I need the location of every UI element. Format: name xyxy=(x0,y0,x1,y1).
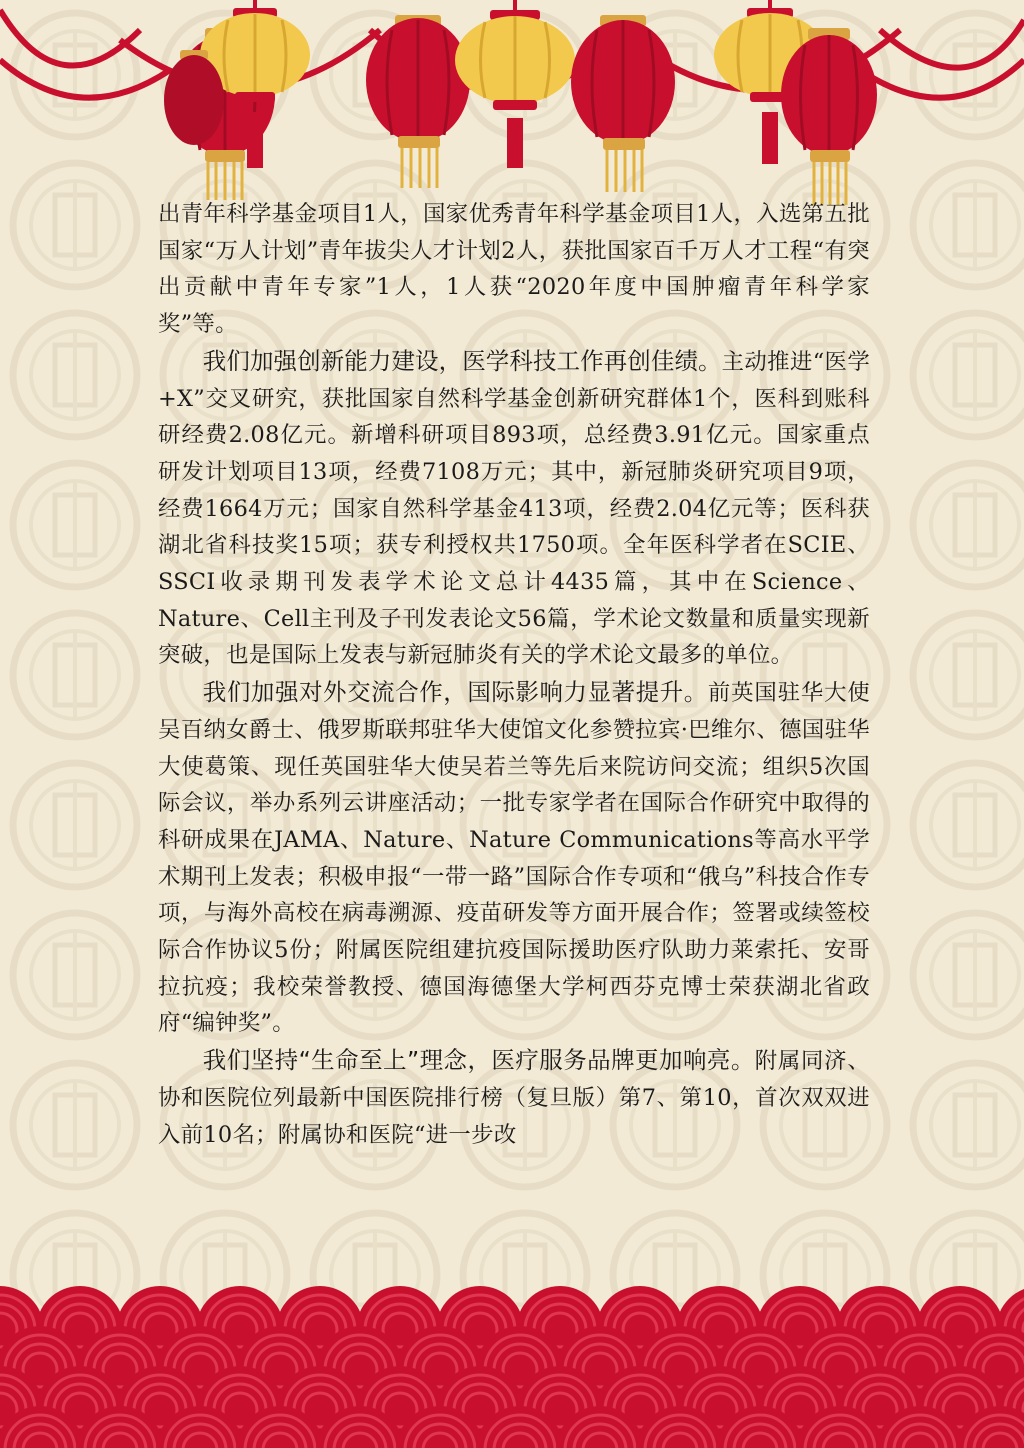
paragraph-research xyxy=(158,343,870,674)
red-lantern-icon xyxy=(366,15,470,188)
gold-lantern-icon xyxy=(455,0,575,168)
scallop-wave-pattern xyxy=(0,1270,1024,1448)
paragraph-lead: 我们加强对外交流合作，国际影响力显著提升。 xyxy=(202,678,708,707)
paragraph-text: 出青年科学基金项目1人，国家优秀青年科学基金项目1人，入选第五批国家“万人计划”青年拔尖人才计划2人，获批国家百千万人才工程“有突出贡献中青年专家”1人，1人获“2020年度中国肿瘤青年科学家奖”等。 xyxy=(158,201,870,338)
paragraph-medical-service xyxy=(158,1042,870,1153)
paragraph-text: 前英国驻华大使吴百纳女爵士、俄罗斯联邦驻华大使馆文化参赞拉宾·巴维尔、德国驻华大使葛策、现任英国驻华大使吴若兰等先后来院访问交流；组织5次国际会议，举办系列云讲座活动；一批专家学者在国际合作研究中取得的科研成果在JAMA、Nature、Nature Communications等高水平学术期刊上发表；积极申报“一带一路”国际合作专项和“俄乌”科技合作专项，与海外高校在病毒溯源、疫苗研发等方面开展合作；签署或续签校际合作协议5份；附属医院组建抗疫国际援助医疗队助力莱索托、安哥拉抗疫；我校荣誉教授、德国海德堡大学柯西芬克博士荣获湖北省政府“编钟奖”。 xyxy=(158,680,870,1037)
lantern-header-decoration xyxy=(0,0,1024,210)
paragraph-text: 主动推进“医学+X”交叉研究，获批国家自然科学基金创新研究群体1个，医科到账科研经费2.08亿元。新增科研项目893项，总经费3.91亿元。国家重点研发计划项目13项，经费7108万元；其中，新冠肺炎研究项目9项，经费1664万元；国家自然科学基金413项，经费2.04亿元等；医科获湖北省科技奖15项；获专利授权共1750项。全年医科学者在SCIE、SSCI收录期刊发表学术论文总计4435篇，其中在Science、Nature、Cell主刊及子刊发表论文56篇，学术论文数量和质量实现新突破，也是国际上发表与新冠肺炎有关的学术论文最多的单位。 xyxy=(158,348,871,669)
paragraph-lead: 我们加强创新能力建设，医学科技工作再创佳绩。 xyxy=(202,346,722,375)
paragraph-lead: 我们坚持“生命至上”理念，医疗服务品牌更加响亮。 xyxy=(202,1046,755,1075)
paragraph-international xyxy=(158,674,870,1042)
red-lantern-icon xyxy=(781,28,877,205)
article-body xyxy=(158,196,870,1153)
paragraph-talent xyxy=(158,196,870,343)
red-lantern-icon xyxy=(571,15,675,192)
paragraph-text: 附属同济、协和医院位列最新中国医院排行榜（复旦版）第7、第10，首次双双进入前10名；附属协和医院“进一步改 xyxy=(158,1048,871,1148)
